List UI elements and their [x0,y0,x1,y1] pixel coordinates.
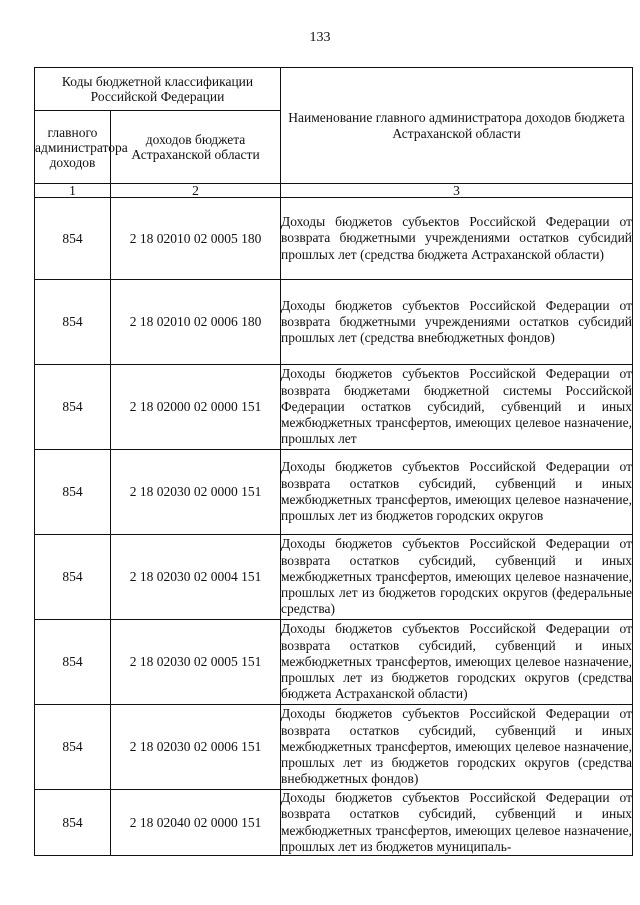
income-code-cell: 2 18 02030 02 0004 151 [111,535,281,620]
table-row [35,280,633,365]
admin-code-cell: 854 [35,280,111,365]
admin-code-cell: 854 [35,790,111,856]
page-number: 133 [309,30,331,45]
income-name-cell: Доходы бюджетов субъектов Российской Федерации от возврата остатков субсидий, субвенций и иных межбюджетных трансфертов, имеющих целевое назначение, прошлых лет из бюджетов городских округов [281,450,633,535]
column-number: 2 [111,184,281,198]
income-name-cell: Доходы бюджетов субъектов Российской Федерации от возврата остатков субсидий, субвенций и иных межбюджетных трансфертов, имеющих целевое назначение, прошлых лет из бюджетов муниципаль- [281,790,633,854]
income-name-cell: Доходы бюджетов субъектов Российской Федерации от возврата остатков субсидий, субвенций и иных межбюджетных трансфертов, имеющих целевое назначение, прошлых лет из бюджетов городских округов (средства бюджета Астраханской области) [281,620,633,705]
admin-code-cell: 854 [35,450,111,535]
budget-classification-table [34,67,633,856]
income-name-cell: Доходы бюджетов субъектов Российской Федерации от возврата остатков субсидий, субвенций и иных межбюджетных трансфертов, имеющих целевое назначение, прошлых лет из бюджетов городских округов (средства внебюджетных фондов) [281,705,633,790]
admin-code-cell: 854 [35,198,111,280]
admin-code-cell: 854 [35,620,111,705]
column-number: 3 [281,184,633,198]
income-code-cell: 2 18 02000 02 0000 151 [111,365,281,450]
table-row [35,705,633,790]
income-code-cell: 2 18 02010 02 0005 180 [111,198,281,280]
income-code-cell: 2 18 02010 02 0006 180 [111,280,281,365]
header-budget-codes: Коды бюджетной классификации Российской Федерации [35,68,281,111]
income-name-cell: Доходы бюджетов субъектов Российской Федерации от возврата бюджетными учреждениями остатков субсидий прошлых лет (средства бюджета Астраханской области) [281,198,633,280]
table-row [35,535,633,620]
admin-code-cell: 854 [35,535,111,620]
table-row [35,620,633,705]
table-row [35,450,633,535]
table-row [35,198,633,280]
header-income-code: доходов бюджета Астраханской области [111,111,281,184]
column-number-row [35,184,633,198]
income-code-cell: 2 18 02040 02 0000 151 [111,790,281,856]
income-code-cell: 2 18 02030 02 0005 151 [111,620,281,705]
income-name-cell: Доходы бюджетов субъектов Российской Федерации от возврата бюджетными учреждениями остатков субсидий прошлых лет (средства внебюджетных фондов) [281,280,633,365]
admin-code-cell: 854 [35,705,111,790]
income-code-cell: 2 18 02030 02 0000 151 [111,450,281,535]
income-name-cell: Доходы бюджетов субъектов Российской Федерации от возврата бюджетами бюджетной системы Российской Федерации остатков субсидий, субвенций и иных межбюджетных трансфертов, имеющих целевое назначение, прошлых лет [281,365,633,450]
header-main-administrator: главного администратора доходов [35,111,111,184]
table-row [35,365,633,450]
table-row [35,790,633,856]
admin-code-cell: 854 [35,365,111,450]
column-number: 1 [35,184,111,198]
header-administrator-name: Наименование главного администратора доходов бюджета Астраханской области [281,68,633,184]
income-name-cell: Доходы бюджетов субъектов Российской Федерации от возврата остатков субсидий, субвенций и иных межбюджетных трансфертов, имеющих целевое назначение, прошлых лет из бюджетов городских округов (федеральные средства) [281,535,633,620]
income-code-cell: 2 18 02030 02 0006 151 [111,705,281,790]
